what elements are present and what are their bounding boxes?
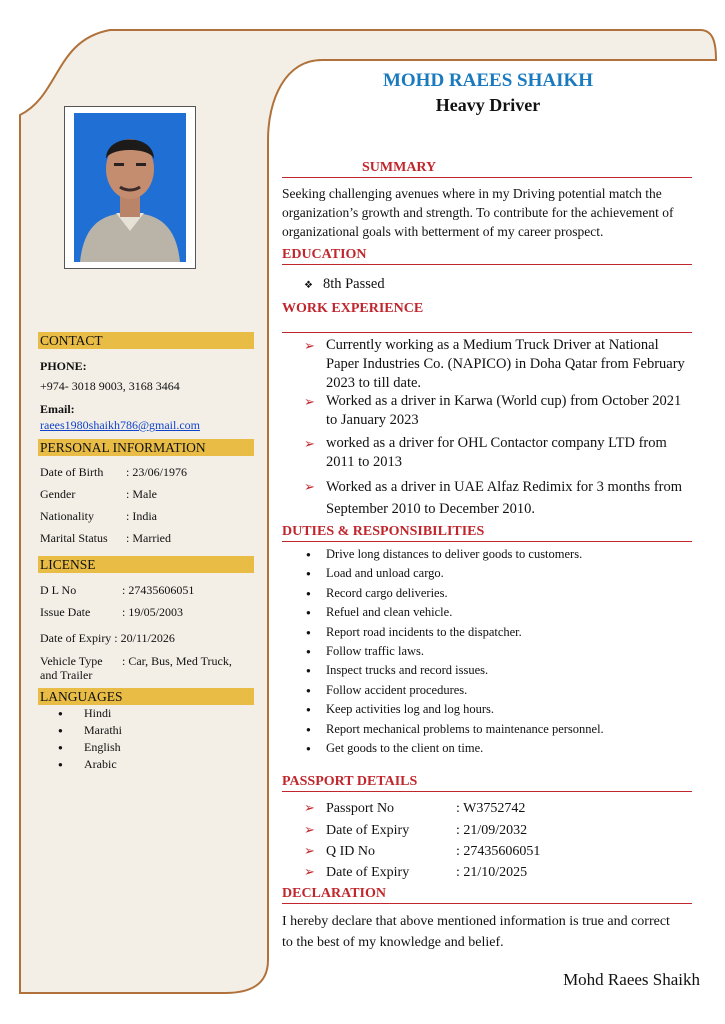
passport-row-label: Passport No [326, 801, 395, 816]
phone-label: PHONE: [40, 359, 87, 373]
passport-row [304, 863, 527, 882]
language-item: ● Arabic [58, 756, 122, 773]
diamond-bullet-icon: ❖ [304, 280, 313, 291]
duty-item: ● Follow accident procedures. [306, 681, 604, 700]
nationality-value: : India [126, 509, 157, 523]
passport-row-value: : 27435606051 [456, 844, 541, 859]
duty-item: ● Refuel and clean vehicle. [306, 603, 604, 622]
work-item-text: worked as a driver for OHL Contactor company LTD from 2011 to 2013 [326, 435, 667, 470]
gender-label: Gender [40, 487, 76, 501]
work-item [304, 476, 694, 520]
profile-photo [74, 113, 186, 262]
duty-item: ● Record cargo deliveries. [306, 584, 604, 603]
license-heading: LICENSE [38, 556, 254, 573]
dl-no-label: D L No [40, 583, 77, 597]
duty-item: ● Load and unload cargo. [306, 564, 604, 583]
duties-list [306, 545, 604, 758]
education-item [304, 275, 718, 295]
language-item: ● English [58, 739, 122, 756]
language-item: ● Marathi [58, 722, 122, 739]
passport-row [304, 821, 527, 840]
passport-row [304, 842, 540, 861]
dob-label: Date of Birth [40, 465, 104, 479]
arrow-bullet-icon: ➢ [304, 843, 315, 858]
gender-value: : Male [126, 487, 157, 501]
work-item-text: Worked as a driver in Karwa (World cup) from October 2021 to January 2023 [326, 393, 682, 428]
summary-heading: SUMMARY [282, 159, 692, 178]
phone-value: +974- 3018 9003, 3168 3464 [40, 379, 180, 393]
arrow-bullet-icon: ➢ [304, 436, 315, 451]
languages-heading: LANGUAGES [38, 688, 254, 705]
marital-status-value: : Married [126, 531, 171, 545]
passport-row-label: Date of Expiry [326, 823, 410, 838]
duty-item: ● Get goods to the client on time. [306, 739, 604, 758]
arrow-bullet-icon: ➢ [304, 800, 315, 815]
work-experience-heading: WORK EXPERIENCE [282, 300, 692, 333]
duty-item: ● Report road incidents to the dispatcher. [306, 623, 604, 642]
work-item [304, 392, 694, 430]
duty-item: ● Keep activities log and log hours. [306, 700, 604, 719]
contact-heading: CONTACT [38, 332, 254, 349]
passport-row [304, 799, 525, 818]
languages-list [58, 705, 122, 773]
passport-row-value: : W3752742 [456, 801, 526, 816]
duty-item: ● Inspect trucks and record issues. [306, 661, 604, 680]
arrow-bullet-icon: ➢ [304, 822, 315, 837]
issue-date-label: Issue Date [40, 605, 91, 619]
duty-item: ● Report mechanical problems to maintenance personnel. [306, 720, 604, 739]
passport-row-label: Date of Expiry [326, 865, 410, 880]
marital-status-label: Marital Status [40, 531, 108, 545]
work-item [304, 336, 694, 393]
work-item [304, 434, 694, 472]
issue-date-value: : 19/05/2003 [122, 605, 184, 619]
vehicle-type-label: Vehicle Type [40, 654, 103, 668]
education-heading: EDUCATION [282, 246, 692, 265]
education-item-text: 8th Passed [322, 276, 385, 292]
vehicle-type-value: : Car, Bus, Med Truck, [122, 654, 232, 668]
passport-row-value: : 21/09/2032 [456, 823, 528, 838]
arrow-bullet-icon: ➢ [304, 338, 315, 353]
profile-photo-frame [64, 106, 196, 269]
nationality-label: Nationality [40, 509, 94, 523]
personal-info-heading: PERSONAL INFORMATION [38, 439, 254, 456]
work-item-text: Currently working as a Medium Truck Driver at National Paper Industries Co. (NAPICO) in Doha Qatar from February 2023 to till date. [326, 337, 685, 391]
duty-item: ● Drive long distances to deliver goods to customers. [306, 545, 604, 564]
arrow-bullet-icon: ➢ [304, 394, 315, 409]
license-expiry: Date of Expiry : 20/11/2026 [40, 631, 175, 645]
declaration-heading: DECLARATION [282, 885, 692, 904]
declaration-text: I hereby declare that above mentioned information is true and correct to the best of my knowledge and belief. [282, 914, 670, 950]
summary-text: Seeking challenging avenues where in my Driving potential match the organization’s growth and strength. To contribute for the achievement of organizational goals with betterment of my career prospect. [282, 186, 674, 239]
passport-row-label: Q ID No [326, 844, 375, 859]
work-item-text: Worked as a driver in UAE Alfaz Redimix for 3 months from September 2010 to December 2010. [326, 479, 683, 517]
dl-no-value: : 27435606051 [122, 583, 195, 597]
candidate-name: MOHD RAEES SHAIKH [382, 70, 594, 91]
email-label: Email: [40, 402, 75, 416]
signature-name: Mohd Raees Shaikh [563, 970, 700, 989]
passport-row-value: : 21/10/2025 [456, 865, 528, 880]
language-item: ● Hindi [58, 705, 122, 722]
passport-heading: PASSPORT DETAILS [282, 773, 692, 792]
dob-value: : 23/06/1976 [126, 465, 188, 479]
arrow-bullet-icon: ➢ [304, 479, 315, 494]
email-link[interactable]: raees1980shaikh786@gmail.com [40, 418, 201, 432]
vehicle-type-continued: and Trailer [40, 668, 93, 682]
arrow-bullet-icon: ➢ [304, 864, 315, 879]
candidate-role: Heavy Driver [435, 95, 541, 115]
duty-item: ● Follow traffic laws. [306, 642, 604, 661]
duties-heading: DUTIES & RESPONSIBILITIES [282, 523, 692, 542]
